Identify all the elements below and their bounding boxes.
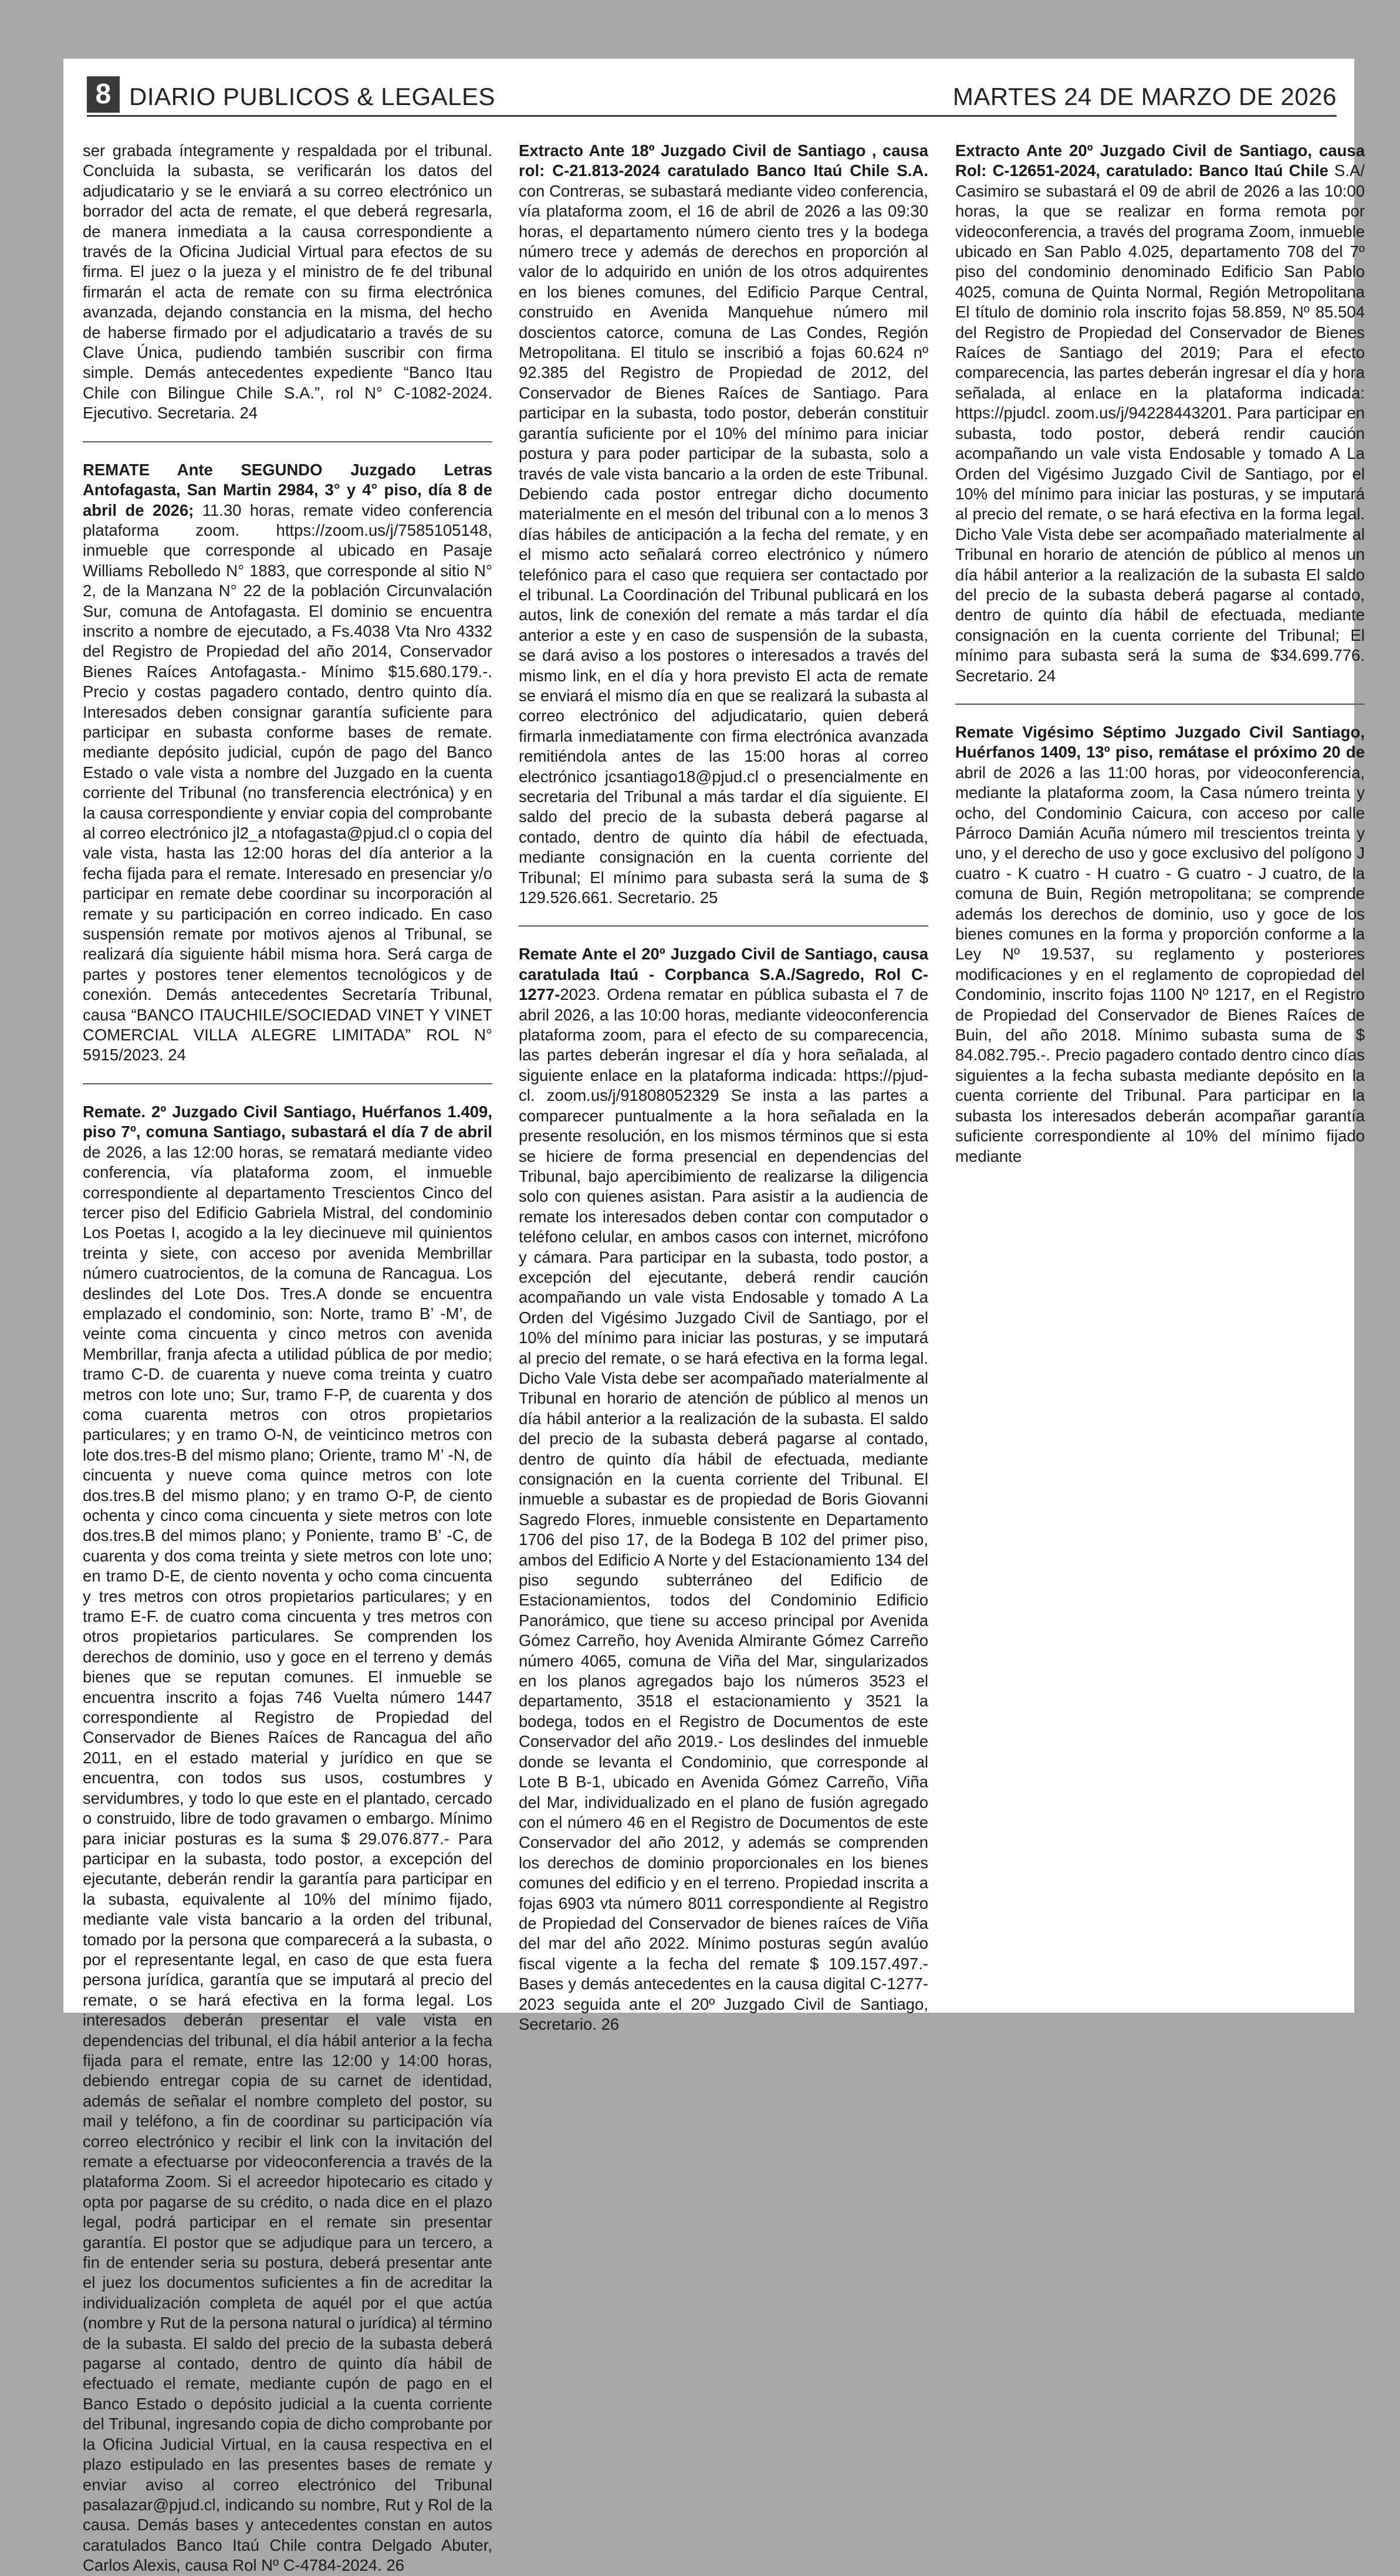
notice	[955, 141, 1365, 686]
notice	[83, 141, 492, 424]
notice	[519, 944, 928, 2034]
notice-title: Remate Ante el 20º Juzgado Civil de Santiago, causa caratulada Itaú - Corpbanca S.A./Sagredo, Rol C-1277-	[519, 945, 928, 1004]
notice-separator	[519, 925, 928, 927]
notice-body: abril de 2026 a las 11:00 horas, por videoconferencia, mediante la plataforma zoom, la Casa número treinta y ocho, del Condominio Caicura, con acceso por calle Párroco Damián Acuña número mil trescientos treinta y uno, y el derecho de uso y goce exclusivo del polígono J cuatro - K cuatro - H cuatro - G cuatro - J cuatro, de la comuna de Buin, Región metropolitana; se comprende además los derechos de dominio, uso y goce de los bienes comunes en la forma y proporción conforme a la Ley Nº 19.537, su reglamento y posteriores modificaciones y en el reglamento de copropiedad del Condominio, inscrito fojas 1100 Nº 1217, en el Registro de Propiedad del Conservador de Bienes Raíces de Buin, del año 2018. Mínimo subasta suma de $ 84.082.795.-. Precio pagadero contado dentro cinco días siguientes a la fecha subasta mediante depósito en la cuenta corriente del Tribunal. Para participar en la subasta los interesados deberán acompañar garantía suficiente correspondiente al 10% del mínimo fijado mediante	[955, 763, 1365, 1165]
page-header	[87, 76, 1337, 113]
column-1	[83, 141, 492, 2575]
notice-body: S.A/ Casimiro se subastará el 09 de abril de 2026 a las 10:00 horas, la que se realizar en forma remota por videoconferencia, a través del programa Zoom, inmueble ubicado en San Pablo 4.025, departamento 708 del 7º piso del condominio denominado Edificio San Pablo 4025, comuna de Quinta Normal, Región Metropolitana El título de dominio rola inscrito fojas 58.859, Nº 85.504 del Registro de Propiedad del Conservador de Bienes Raíces de Santiago del 2019; Para el efecto comparecencia, las partes deberán ingresar el día y hora señalada, al enlace en la plataforma indicada: https://pjudcl. zoom.us/j/94228443201. Para participar en subasta, todo postor, deberá rendir caución acompañando un vale vista Endosable y tomado A La Orden del Vigésimo Juzgado Civil de Santiago, por el 10% del mínimo para iniciar las posturas, y se imputará al precio del remate, o se hará efectiva en la forma legal. Dicho Vale Vista debe ser acompañado materialmente al Tribunal en horario de atención de público al menos un día hábil anterior a la realización de la subasta El saldo del precio de la subasta deberá pagarse al contado, dentro de quinto día hábil de efectuada, mediante consignación en la cuenta corriente del Tribunal; El mínimo para subasta será la suma de $34.699.776. Secretario. 24	[955, 161, 1365, 685]
page-number: 8	[87, 76, 120, 113]
notice	[83, 1102, 492, 2576]
notice-title: REMATE Ante SEGUNDO Juzgado Letras Antofagasta, San Martin 2984, 3° y 4° piso, día 8 de abril de 2026;	[83, 460, 492, 519]
column-2	[519, 141, 928, 2033]
notice-body: de 2026, a las 12:00 horas, se rematará mediante video conferencia, vía plataforma zoom, el inmueble correspondiente al departamento Trescientos Cinco del tercer piso del Edificio Gabriela Mistral, del condominio Los Poetas I, acogido a la ley diecinueve mil quinientos treinta y siete, con acceso por avenida Membrillar número cuatrocientos, de la comuna de Rancagua. Los deslindes del Lote Dos. Tres.A donde se encuentra emplazado el condominio, son: Norte, tramo B’ -M’, de veinte coma cincuenta y cinco metros con avenida Membrillar, franja afecta a utilidad pública de por medio; tramo C-D. de cuarenta y nueve coma treinta y cuatro metros con lote uno; Sur, tramo F-P, de cuarenta y dos coma cuarenta metros con otros propietarios particulares; y en tramo O-N, de veinticinco metros con lote dos.tres-B del mismo plano; Oriente, tramo M’ -N, de cincuenta y nueve coma quince metros con lote dos.tres.B del mismo plano; y en tramo O-P, de ciento ochenta y cinco coma cincuenta y siete metros con lote dos.tres.B del mimos plano; y Poniente, tramo B’ -C, de cuarenta y dos coma treinta y siete metros con lote uno; en tramo D-E, de ciento noventa y ocho coma cincuenta y tres metros con otros propietarios particulares; y en tramo E-F. de cuatro coma cincuenta y tres metros con otros propietarios particulares. Se comprenden los derechos de dominio, uso y goce en el terreno y demás bienes que se reputan comunes. El inmueble se encuentra inscrito a fojas 746 Vuelta número 1447 correspondiente al Registro de Propiedad del Conservador de Bienes Raíces de Rancagua del año 2011, en el estado material y jurídico en que se encuentra, con todos sus usos, costumbres y servidumbres, y todo lo que este en el plantado, cercado o construido, libre de todo gravamen o embargo. Mínimo para iniciar posturas es la suma $ 29.076.877.- Para participar en la subasta, todo postor, a excepción del ejecutante, deberán rendir la garantía para participar en la subasta, equivalente al 10% del mínimo fijado, mediante vale vista bancario a la orden del tribunal, tomado por la persona que comparecerá a la subasta, o por el representante legal, en caso de que esta fuera persona jurídica, garantía que se imputará al precio del remate, o se hará efectiva en la forma legal. Los interesados deberán presentar el vale vista en dependencias del tribunal, el día hábil anterior a la fecha fijada para el remate, entre las 12:00 y 14:00 horas, debiendo entregar copia de su carnet de identidad, además de señalar el nombre completo del postor, su mail y teléfono, a fin de coordinar su participación vía correo electrónico y recibir el link con la invitación del remate a efectuarse por videoconferencia a través de la plataforma Zoom. Si el acreedor hipotecario es citado y opta por pagarse de su crédito, o nada dice en el plazo legal, podrá participar en el remate sin presentar garantía. El postor que se adjudique para un tercero, a fin de entender seria su postura, deberá presentar ante el juez los documentos suficientes a fin de acreditar la individualización completa de aquél por el que actúa (nombre y Rut de la persona natural o jurídica) al término de la subasta. El saldo del precio de la subasta deberá pagarse al contado, dentro de quinto día hábil de efectuado el remate, mediante cupón de pago en el Banco Estado o depósito judicial a la cuenta corriente del Tribunal, ingresando copia de dicho comprobante por la Oficina Judicial Virtual, en la causa respectiva en el plazo estipulado en las presentes bases de remate y enviar aviso al correo electrónico del Tribunal pasalazar@pjud.cl, indicando su nombre, Rut y Rol de la causa. Demás bases y antecedentes constan en autos caratulados Banco Itaú Chile contra Delgado Abuter, Carlos Alexis, causa Rol Nº C-4784-2024. 26	[83, 1142, 492, 2575]
notice-body: 2023. Ordena rematar en pública subasta el 7 de abril 2026, a las 10:00 horas, mediante videoconferencia plataforma zoom, para el efecto de su comparecencia, las partes deberán ingresar el día y hora señalada, al siguiente enlace en la plataforma indicada: https://pjud-cl. zoom.us/j/91808052329 Se insta a las partes a comparecer puntualmente a la hora señalada en la presente resolución, en los mismos términos que si esta se hiciere de forma presencial en dependencias del Tribunal, bajo apercibimiento de realizarse la diligencia solo con quienes asistan. Para asistir a la audiencia de remate los interesados deben contar con computador o teléfono celular, en ambos casos con internet, micrófono y cámara. Para participar en la subasta, todo postor, a excepción del ejecutante, deberá rendir caución acompañando un vale vista Endosable y tomado A La Orden del Vigésimo Juzgado Civil de Santiago, por el 10% del mínimo para iniciar las posturas, y se imputará al precio del remate, o se hará efectiva en la forma legal. Dicho Vale Vista debe ser acompañado materialmente al Tribunal en horario de atención de público al menos un día hábil anterior a la realización de la subasta. El saldo del precio de la subasta deberá pagarse al contado, dentro de quinto día hábil de efectuada, mediante consignación en la cuenta corriente del Tribunal. El inmueble a subastar es de propiedad de Boris Giovanni Sagredo Flores, inmueble consistente en Departamento 1706 del piso 17, de la Bodega B 102 del primer piso, ambos del Edificio A Norte y del Estacionamiento 134 del piso segundo subterráneo del Edificio de Estacionamientos, todos del Condominio Edificio Panorámico, que tiene su acceso principal por Avenida Gómez Carreño, hoy Avenida Almirante Gómez Carreño número 4065, comuna de Viña del Mar, singularizados en los planos agregados bajo los números 3523 el departamento, 3518 el estacionamiento y 3521 la bodega, todos en el Registro de Documentos de este Conservador del año 2019.- Los deslindes del inmueble donde se levanta el Condominio, que corresponde al Lote B B-1, ubicado en Avenida Gómez Carreño, Viña del Mar, individualizado en el plano de fusión agregado con el número 46 en el Registro de Documentos de este Conservador del año 2012, y además se comprenden los derechos de dominio proporcionales en los bienes comunes del edificio y en el terreno. Propiedad inscrita a fojas 6903 vta número 8011 correspondiente al Registro de Propiedad del Conservador de bienes raíces de Viña del mar del año 2022. Mínimo posturas según avalúo fiscal vigente a la fecha del remate $ 109.157.497.- Bases y demás antecedentes en la causa digital C-1277-2023 seguida ante el 20º Juzgado Civil de Santiago, Secretario. 26	[519, 985, 928, 2033]
notice	[955, 722, 1365, 1167]
notice-title: Extracto Ante 20º Juzgado Civil de Santiago, causa Rol: C-12651-2024, caratulado: Banco Itaú Chile	[955, 141, 1365, 180]
newspaper-page	[63, 59, 1365, 2575]
notice-separator	[83, 441, 492, 442]
notice-separator	[955, 704, 1365, 705]
header-divider	[87, 115, 1337, 117]
column-3	[955, 141, 1365, 2001]
notice-separator	[83, 1083, 492, 1084]
publication-title: DIARIO PUBLICOS & LEGALES	[129, 83, 496, 110]
notice	[519, 141, 928, 908]
issue-date: MARTES 24 DE MARZO DE 2026	[952, 83, 1337, 110]
notice-body: 11.30 horas, remate video conferencia plataforma zoom. https://zoom.us/j/7585105148, inmueble que corresponde al ubicado en Pasaje Williams Rebolledo N° 1883, que corresponde al sitio N° 2, de la Manzana N° 22 de la población Circunvalación Sur, comuna de Antofagasta. El dominio se encuentra inscrito a nombre de ejecutado, a Fs.4038 Vta Nro 4332 del Registro de Propiedad del año 2014, Conservador Bienes Raíces Antofagasta.- Mínimo $15.680.179.-. Precio y costas pagadero contado, dentro quinto día. Interesados deben consignar garantía suficiente para participar en subasta conforme bases de remate. mediante depósito judicial, cupón de pago del Banco Estado o vale vista a nombre del Juzgado en la cuenta corriente del Tribunal (no transferencia electrónica) y en la causa correspondiente y enviar copia del comprobante al correo electrónico jl2_a ntofagasta@pjud.cl o copia del vale vista, hasta las 12:00 horas del día anterior a la fecha fijada para el remate. Interesado en presenciar y/o participar en remate debe coordinar su incorporación al remate y su participación en correo indicado. En caso suspensión remate por motivos ajenos al Tribunal, se realizará día siguiente hábil misma hora. Será carga de partes y postores tener elementos tecnológicos y de conexión. Demás antecedentes Secretaría Tribunal, causa “BANCO ITAUCHILE/SOCIEDAD VINET Y VINET COMERCIAL VILLA ALEGRE LIMITADA” ROL N° 5915/2023. 24	[83, 501, 492, 1064]
notice-body: con Contreras, se subastará mediante video conferencia, vía plataforma zoom, el 16 de abril de 2026 a las 09:30 horas, el departamento número ciento tres y la bodega número trece y además de derechos en proporción al valor de lo adquirido en unión de los otros adquirentes en los bienes comunes, del Edificio Parque Central, construido en Avenida Manquehue número mil doscientos catorce, comuna de Las Condes, Región Metropolitana. El titulo se inscribió a fojas 60.624 nº 92.385 del Registro de Propiedad de 2012, del Conservador de Bienes Raíces de Santiago. Para participar en la subasta, todo postor, deberán constituir garantía suficiente por el 10% del mínimo para iniciar postura y para poder participar de la subasta, solo a través de vale vista bancario a la orden de este Tribunal. Debiendo cada postor entregar dicho documento materialmente en el mesón del tribunal con a lo menos 3 días hábiles de anticipación a la fecha del remate, y en el mismo acto señalará correo electrónico y número telefónico para el caso que requiera ser contactado por el tribunal. La Coordinación del Tribunal publicará en los autos, link de conexión del remate a más tardar el día anterior a este y en caso de suspensión de la subasta, se dará aviso a los postores o interesados a través del mismo link, en el día y hora previsto El acta de remate se enviará el mismo día en que se realizará la subasta al correo electrónico del adjudicatario, quien deberá firmarla inmediatamente con firma electrónica avanzada remitiéndola antes de las 15:00 horas al correo electrónico jcsantiago18@pjud.cl o presencialmente en secretaria del Tribunal a más tardar el día siguiente. El saldo del precio de la subasta deberá pagarse al contado, dentro de quinto día hábil de efectuada, mediante consignación en la cuenta corriente del Tribunal; El mínimo para subasta será la suma de $ 129.526.661. Secretario. 25	[519, 181, 928, 907]
notice	[83, 460, 492, 1066]
notice-title: Remate Vigésimo Séptimo Juzgado Civil Santiago, Huérfanos 1409, 13º piso, remátase el próximo 20 de	[955, 722, 1365, 762]
notice-title: Extracto Ante 18º Juzgado Civil de Santiago , causa rol: C-21.813-2024 caratulado Banco Itaú Chile S.A.	[519, 141, 928, 180]
notice-body: ser grabada íntegramente y respaldada por el tribunal. Concluida la subasta, se verificarán los datos del adjudicatario y se le enviará a su correo electrónico un borrador del acta de remate, el que deberá regresarla, de manera inmediata a la causa correspondiente a través de la Oficina Judicial Virtual para efectos de su firma. El juez o la jueza y el ministro de fe del tribunal firmarán el acta de remate con su firma electrónica avanzada, dejando constancia en la misma, del hecho de haberse firmado por el adjudicatario a través de su Clave Única, pudiendo también suscribir con firma simple. Demás antecedentes expediente “Banco Itau Chile con Bilingue Chile S.A.”, rol N° C-1082-2024. Ejecutivo. Secretaria. 24	[83, 141, 492, 422]
notice-title: Remate. 2º Juzgado Civil Santiago, Huérfanos 1.409, piso 7º, comuna Santiago, subastará el día 7 de abril	[83, 1102, 492, 1141]
